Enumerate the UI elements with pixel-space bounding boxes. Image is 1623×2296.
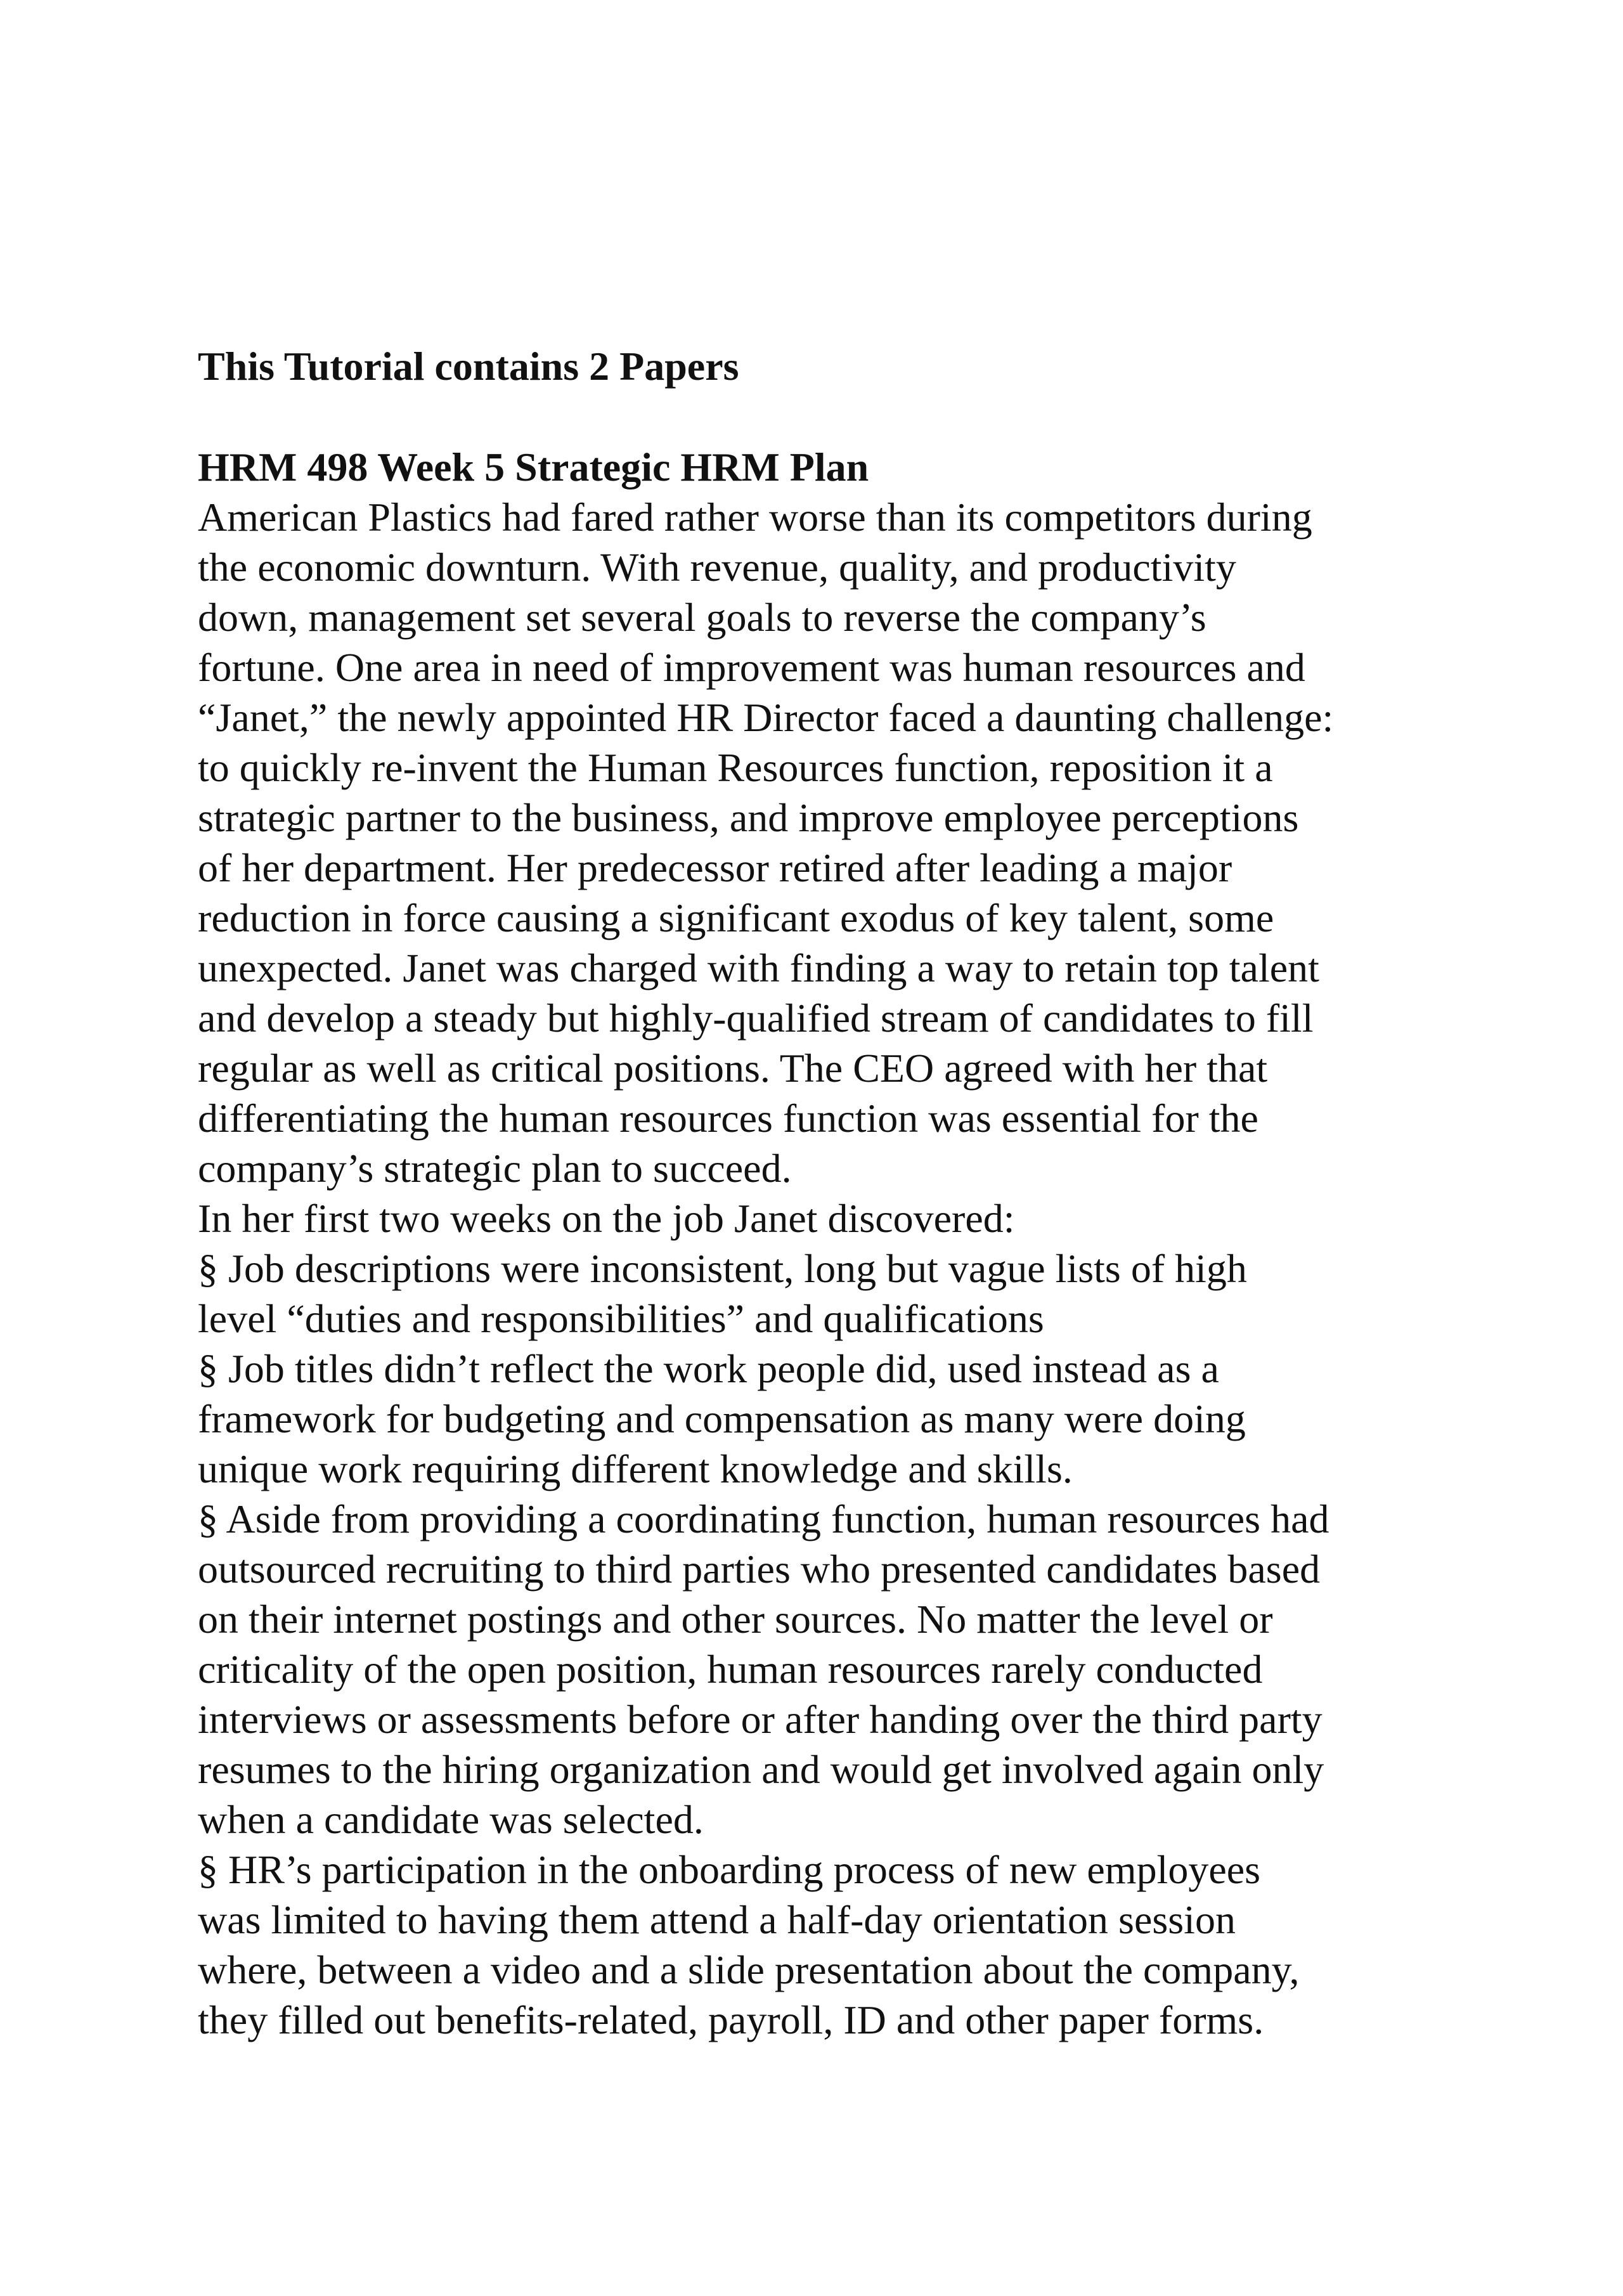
body-line: to quickly re-invent the Human Resources function, reposition it a — [198, 745, 1273, 790]
body-line: strategic partner to the business, and improve employee perceptions — [198, 795, 1299, 840]
body-line: In her first two weeks on the job Janet discovered: — [198, 1196, 1015, 1241]
body-line: the economic downturn. With revenue, quality, and productivity — [198, 545, 1236, 590]
document-content — [198, 341, 1472, 2045]
body-line: unique work requiring different knowledge and skills. — [198, 1446, 1073, 1491]
body-line: regular as well as critical positions. The CEO agreed with her that — [198, 1046, 1268, 1091]
body-line: outsourced recruiting to third parties who presented candidates based — [198, 1547, 1321, 1592]
body-line: reduction in force causing a significant exodus of key talent, some — [198, 895, 1274, 940]
body-line: and develop a steady but highly-qualified stream of candidates to fill — [198, 996, 1314, 1041]
bullet-line: § HR’s participation in the onboarding process of new employees — [198, 1847, 1261, 1892]
paper-title: HRM 498 Week 5 Strategic HRM Plan — [198, 444, 869, 490]
section-gap — [198, 391, 1472, 442]
body-line: resumes to the hiring organization and would get involved again only — [198, 1747, 1324, 1792]
body-line: interviews or assessments before or after handing over the third party — [198, 1697, 1322, 1742]
body-line: fortune. One area in need of improvement was human resources and — [198, 645, 1305, 690]
body-line: down, management set several goals to reverse the company’s — [198, 595, 1206, 640]
bullet-line: § Aside from providing a coordinating function, human resources had — [198, 1496, 1329, 1541]
bullet-line: § Job titles didn’t reflect the work people did, used instead as a — [198, 1346, 1219, 1391]
body-line: was limited to having them attend a half-day orientation session — [198, 1897, 1236, 1942]
body-line: unexpected. Janet was charged with finding a way to retain top talent — [198, 945, 1319, 990]
body-line: differentiating the human resources function was essential for the — [198, 1096, 1258, 1141]
body-line: criticality of the open position, human resources rarely conducted — [198, 1647, 1263, 1692]
body-line: framework for budgeting and compensation as many were doing — [198, 1396, 1246, 1441]
body-line: company’s strategic plan to succeed. — [198, 1146, 792, 1191]
tutorial-heading: This Tutorial contains 2 Papers — [198, 344, 739, 389]
body-line: of her department. Her predecessor retired after leading a major — [198, 845, 1232, 890]
bullet-line: § Job descriptions were inconsistent, long but vague lists of high — [198, 1246, 1247, 1291]
body-line: they filled out benefits-related, payroll, ID and other paper forms. — [198, 1997, 1264, 2042]
body-line: where, between a video and a slide presentation about the company, — [198, 1947, 1300, 1992]
body-line: when a candidate was selected. — [198, 1797, 704, 1842]
body-line: level “duties and responsibilities” and qualifications — [198, 1296, 1044, 1341]
body-line: American Plastics had fared rather worse than its competitors during — [198, 495, 1312, 540]
body-line: on their internet postings and other sources. No matter the level or — [198, 1597, 1273, 1642]
body-line: “Janet,” the newly appointed HR Director faced a daunting challenge: — [198, 695, 1334, 740]
